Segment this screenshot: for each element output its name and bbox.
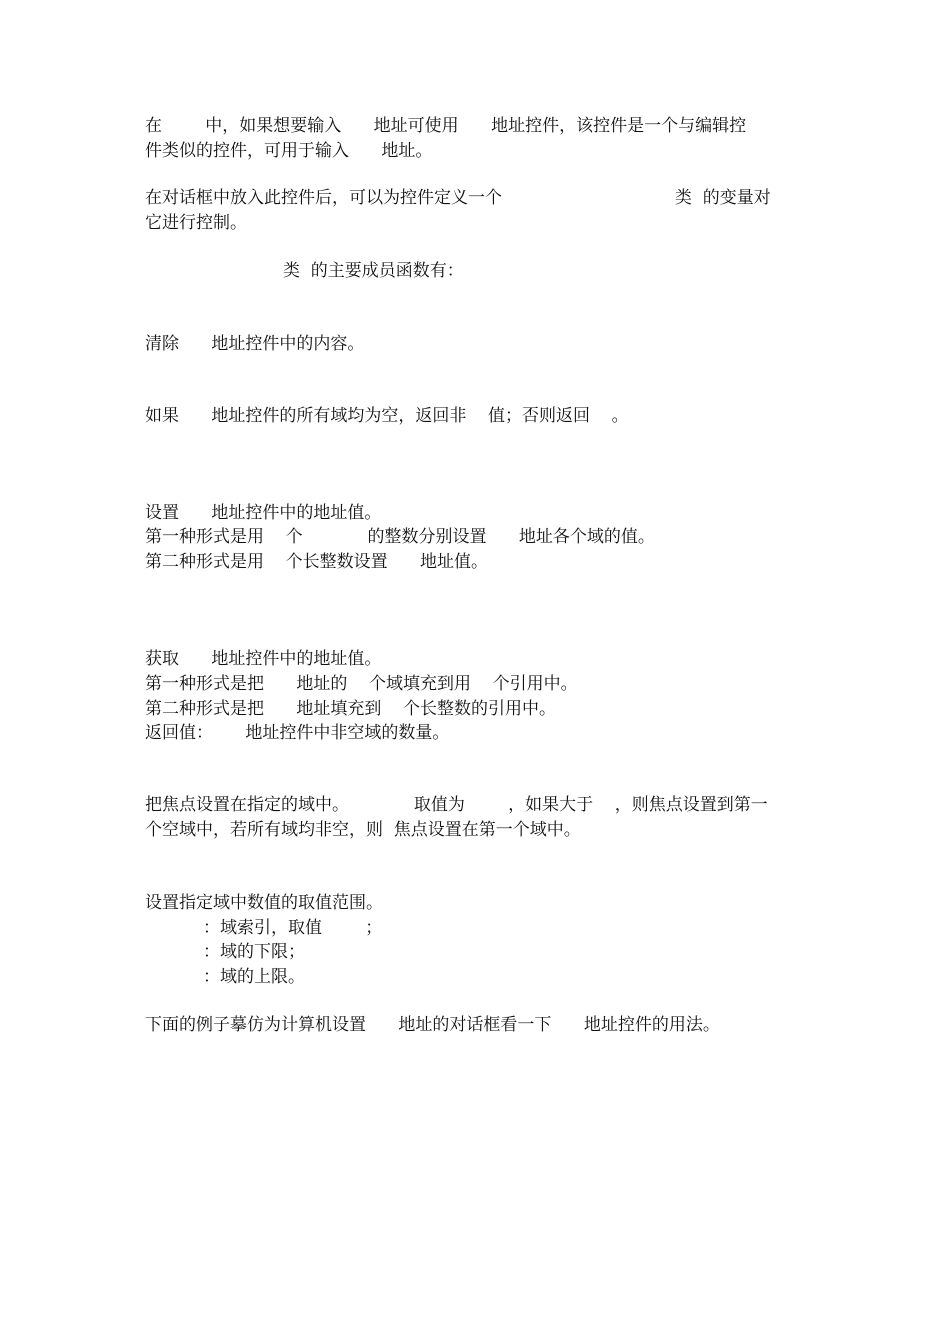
text-line: 第二种形式是用 个长整数设置 地址值。 <box>145 552 489 572</box>
text-line: 下面的例子摹仿为计算机设置 地址的对话框看一下 地址控件的用法。 <box>145 1015 720 1035</box>
text-line: 设置 地址控件中的地址值。 <box>145 503 382 523</box>
text-line: 第一种形式是把 地址的 个域填充到用 个引用中。 <box>145 674 578 694</box>
text-line: 清除 地址控件中的内容。 <box>145 334 365 354</box>
text-line: 类 的主要成员函数有： <box>283 261 464 281</box>
text-line: 如果 地址控件的所有域均为空，返回非 值；否则返回 。 <box>145 406 629 426</box>
text-line: 在 中，如果想要输入 地址可使用 地址控件，该控件是一个与编辑控 <box>145 116 747 136</box>
text-line: 获取 地址控件中的地址值。 <box>145 649 382 669</box>
text-line: ：域的下限； <box>203 942 305 962</box>
text-line: 第二种形式是把 地址填充到 个长整数的引用中。 <box>145 699 557 719</box>
text-line: 把焦点设置在指定的域中。 取值为 ，如果大于 ，则焦点设置到第一 <box>145 795 768 815</box>
text-line: 第一种形式是用 个 的整数分别设置 地址各个域的值。 <box>145 527 655 547</box>
text-line: ：域索引，取值 ； <box>203 918 383 938</box>
text-line: 设置指定域中数值的取值范围。 <box>145 893 383 913</box>
text-line: 在对话框中放入此控件后，可以为控件定义一个 类 的变量对 <box>145 188 771 208</box>
text-line: 它进行控制。 <box>145 213 247 233</box>
text-line: 件类似的控件，可用于输入 地址。 <box>145 141 433 161</box>
text-line: 个空域中，若所有域均非空，则 焦点设置在第一个域中。 <box>145 820 581 840</box>
text-line: ：域的上限。 <box>203 967 305 987</box>
text-line: 返回值： 地址控件中非空域的数量。 <box>145 723 450 743</box>
